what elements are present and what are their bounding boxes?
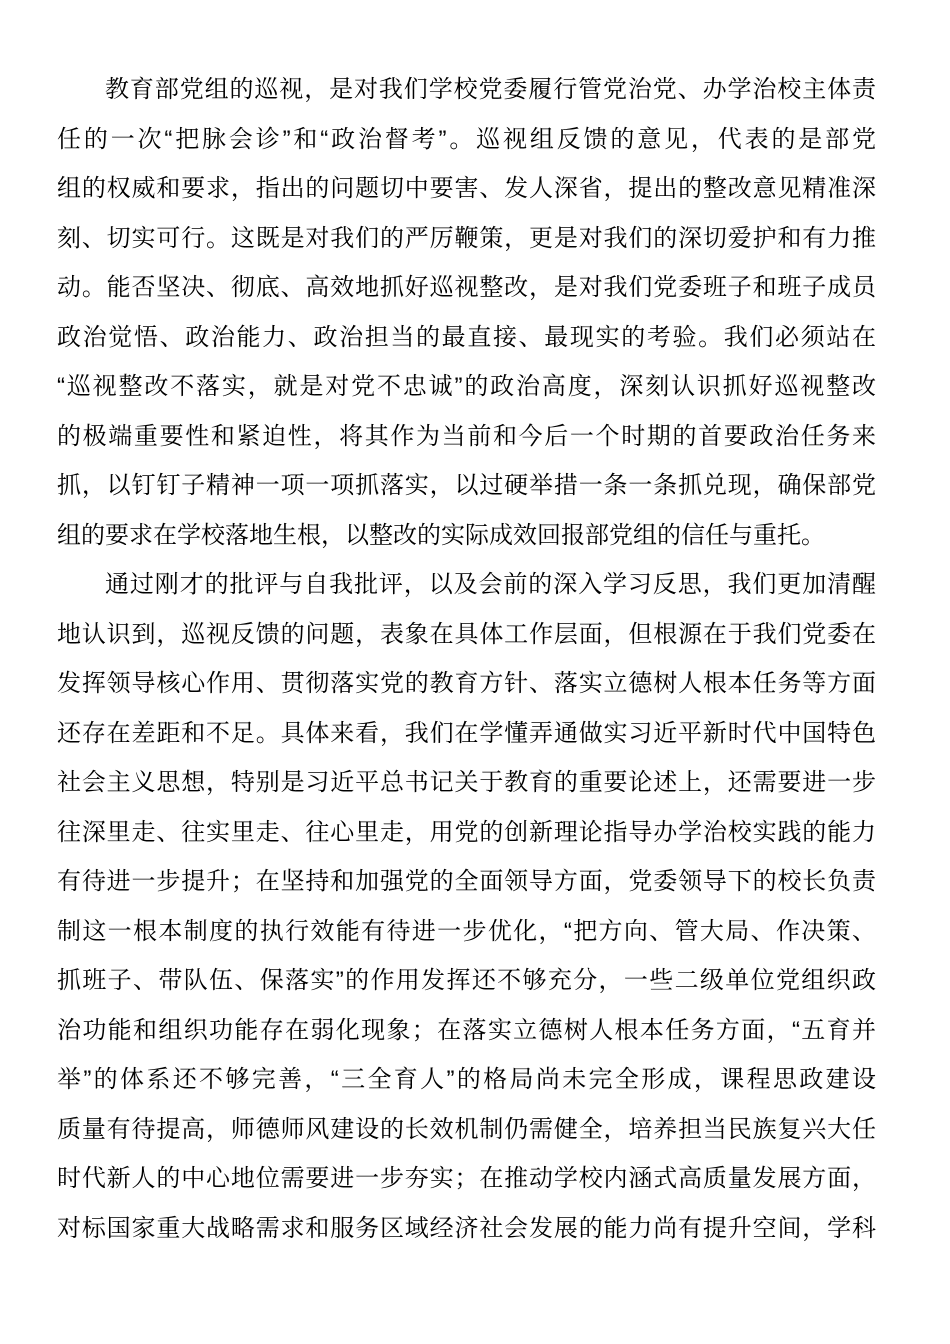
paragraph xyxy=(57,65,876,560)
text-line: 抓班子、带队伍、保落实”的作用发挥还不够充分，一些二级单位党组织政 xyxy=(57,967,876,994)
text-line: 地认识到，巡视反馈的问题，表象在具体工作层面，但根源在于我们党委在 xyxy=(57,620,876,648)
text-line: 任的一次“把脉会诊”和“政治督考”。巡视组反馈的意见，代表的是部党 xyxy=(57,125,876,153)
document-body xyxy=(57,65,876,1253)
text-line: 有待进一步提升；在坚持和加强党的全面领导方面，党委领导下的校长负责 xyxy=(57,868,876,895)
text-line: 治功能和组织功能存在弱化现象；在落实立德树人根本任务方面，“五育并 xyxy=(57,1016,876,1044)
text-line: “巡视整改不落实，就是对党不忠诚”的政治高度，深刻认识抓好巡视整改 xyxy=(57,373,876,400)
text-line: 刻、切实可行。这既是对我们的严厉鞭策，更是对我们的深切爱护和有力推 xyxy=(57,224,876,252)
text-line: 制这一根本制度的执行效能有待进一步优化，“把方向、管大局、作决策、 xyxy=(57,917,876,945)
text-line: 对标国家重大战略需求和服务区域经济社会发展的能力尚有提升空间，学科 xyxy=(57,1214,876,1242)
text-line: 抓，以钉钉子精神一项一项抓落实，以过硬举措一条一条抓兑现，确保部党 xyxy=(57,472,876,499)
text-line: 组的权威和要求，指出的问题切中要害、发人深省，提出的整改意见精准深 xyxy=(57,175,876,202)
text-line: 的极端重要性和紧迫性，将其作为当前和今后一个时期的首要政治任务来 xyxy=(57,422,876,450)
text-line: 通过刚才的批评与自我批评，以及会前的深入学习反思，我们更加清醒 xyxy=(105,571,876,598)
text-line: 往深里走、往实里走、往心里走，用党的创新理论指导办学治校实践的能力 xyxy=(57,818,876,846)
paragraph xyxy=(57,560,876,1253)
text-line: 动。能否坚决、彻底、高效地抓好巡视整改，是对我们党委班子和班子成员 xyxy=(57,274,876,301)
text-line: 组的要求在学校落地生根，以整改的实际成效回报部党组的信任与重托。 xyxy=(57,521,825,549)
text-line: 社会主义思想，特别是习近平总书记关于教育的重要论述上，还需要进一步 xyxy=(57,769,876,796)
text-line: 教育部党组的巡视，是对我们学校党委履行管党治党、办学治校主体责 xyxy=(105,76,876,103)
text-line: 时代新人的中心地位需要进一步夯实；在推动学校内涵式高质量发展方面， xyxy=(57,1165,876,1192)
text-line: 发挥领导核心作用、贯彻落实党的教育方针、落实立德树人根本任务等方面 xyxy=(57,670,876,697)
text-line: 举”的体系还不够完善，“三全育人”的格局尚未完全形成，课程思政建设 xyxy=(57,1066,876,1093)
text-line: 质量有待提高，师德师风建设的长效机制仍需健全，培养担当民族复兴大任 xyxy=(57,1115,876,1143)
text-line: 还存在差距和不足。具体来看，我们在学懂弄通做实习近平新时代中国特色 xyxy=(57,719,876,747)
text-line: 政治觉悟、政治能力、政治担当的最直接、最现实的考验。我们必须站在 xyxy=(57,323,876,351)
